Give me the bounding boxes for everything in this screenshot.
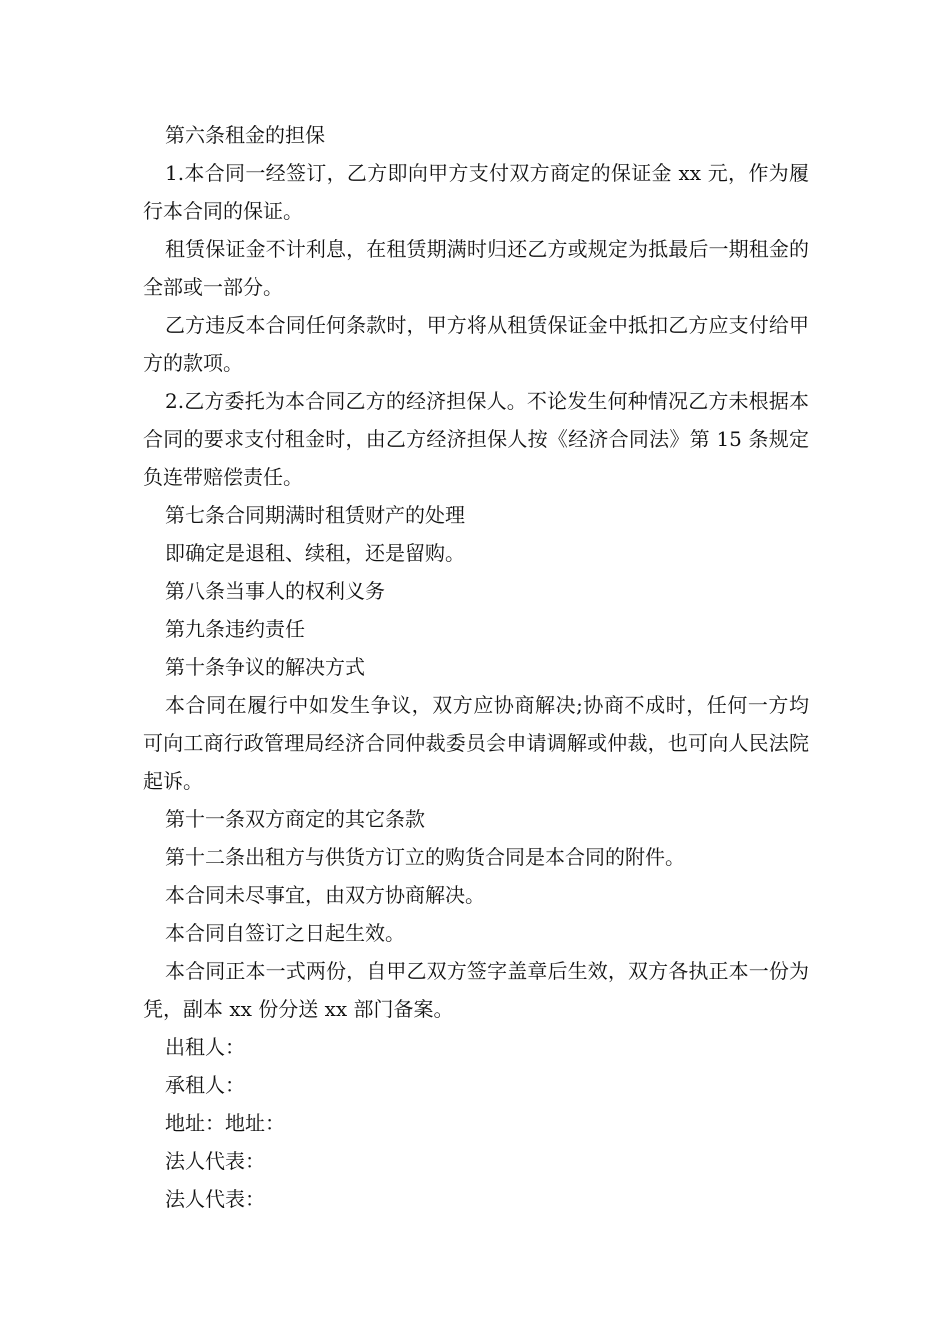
paragraph-unresolved-matters: 本合同未尽事宜，由双方协商解决。 — [165, 883, 485, 907]
heading-article-11: 第十一条双方商定的其它条款 — [165, 807, 425, 831]
heading-article-6: 第六条租金的担保 — [165, 123, 325, 147]
paragraph-expiry-options: 即确定是退租、续租，还是留购。 — [165, 541, 465, 565]
paragraph-copies: 本合同正本一式两份，自甲乙双方签字盖章后生效，双方各执正本一份为凭，副本 xx 份分送 xx 部门备案。 — [143, 959, 809, 1021]
heading-article-9: 第九条违约责任 — [165, 617, 305, 641]
document-body — [143, 116, 809, 1218]
signature-legal-rep-2: 法人代表： — [165, 1187, 265, 1211]
paragraph-guarantor: 2.乙方委托为本合同乙方的经济担保人。不论发生何种情况乙方未根据本合同的要求支付租金时，由乙方经济担保人按《经济合同法》第 15 条规定负连带赔偿责任。 — [143, 389, 809, 489]
heading-article-10: 第十条争议的解决方式 — [165, 655, 365, 679]
paragraph-deposit-deduction: 乙方违反本合同任何条款时，甲方将从租赁保证金中抵扣乙方应支付给甲方的款项。 — [143, 313, 809, 375]
paragraph-effective-date: 本合同自签订之日起生效。 — [165, 921, 405, 945]
paragraph-dispute-resolution: 本合同在履行中如发生争议，双方应协商解决;协商不成时，任何一方均可向工商行政管理局经济合同仲裁委员会申请调解或仲裁，也可向人民法院起诉。 — [143, 693, 809, 793]
signature-lessor: 出租人： — [165, 1035, 245, 1059]
heading-article-7: 第七条合同期满时租赁财产的处理 — [165, 503, 465, 527]
paragraph-deposit-interest: 租赁保证金不计利息，在租赁期满时归还乙方或规定为抵最后一期租金的全部或一部分。 — [143, 237, 809, 299]
signature-legal-rep-1: 法人代表： — [165, 1149, 265, 1173]
paragraph-deposit: 1.本合同一经签订，乙方即向甲方支付双方商定的保证金 xx 元，作为履行本合同的保证。 — [143, 161, 809, 223]
heading-article-12: 第十二条出租方与供货方订立的购货合同是本合同的附件。 — [165, 845, 685, 869]
signature-lessee: 承租人： — [165, 1073, 245, 1097]
signature-address: 地址：地址： — [165, 1111, 285, 1135]
heading-article-8: 第八条当事人的权利义务 — [165, 579, 385, 603]
